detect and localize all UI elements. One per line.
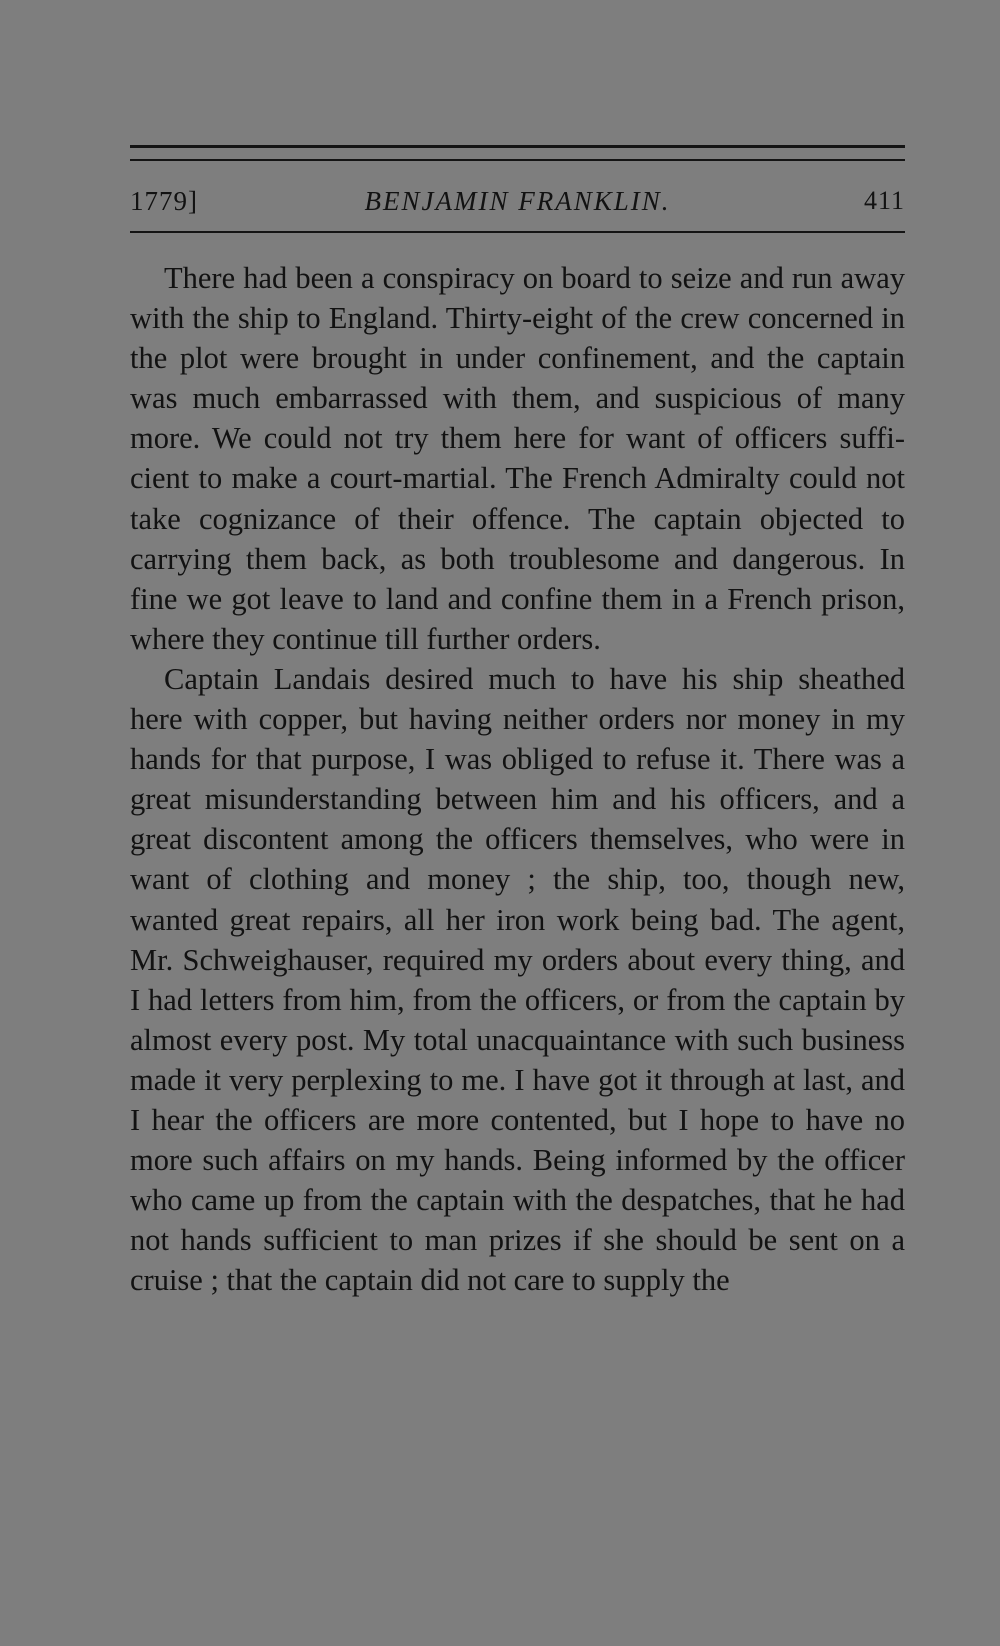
header-year: 1779] [130, 186, 198, 216]
paragraph-1: There had been a conspiracy on board to seize and run away with the ship to England. Thirty-eight of the crew concerned in the plot were brought in under confinement, and the captain was much embarrassed with them, and suspicious of many more. We could not try them here for want of officers sufficient to make a court-martial. The French Admiralty could not take cognizance of their offence. The captain objected to carrying them back, as both troublesome and dangerous. In fine we got leave to land and confine them in a French prison, where they continue till further orders. [130, 261, 905, 656]
header-rule-second [130, 159, 905, 161]
paragraph-2: Captain Landais desired much to have his ship sheathed here with copper, but having neither orders nor money in my hands for that purpose, I was obliged to refuse it. There was a great misunderstanding between him and his officers, and a great discontent among the officers themselves, who were in want of clothing and money ; the ship, too, though new, wanted great repairs, all her iron work being bad. The agent, Mr. Schweighauser, required my orders about every thing, and I had letters from him, from the officers, or from the captain by almost every post. My total unacquaintance with such business made it very perplexing to me. I have got it through at last, and I hear the officers are more contented, but I hope to have no more such affairs on my hands. Being informed by the officer who came up from the captain with the despatches, that he had not hands sufficient to man prizes if she should be sent on a cruise ; that the captain did not care to supply the [130, 661, 905, 1298]
header-title: BENJAMIN FRANKLIN. [364, 186, 671, 216]
running-head [130, 183, 905, 219]
header-rule-bottom [130, 231, 905, 233]
body-text [130, 258, 905, 1300]
header-rule-top [130, 145, 905, 148]
page-number: 411 [863, 186, 905, 215]
